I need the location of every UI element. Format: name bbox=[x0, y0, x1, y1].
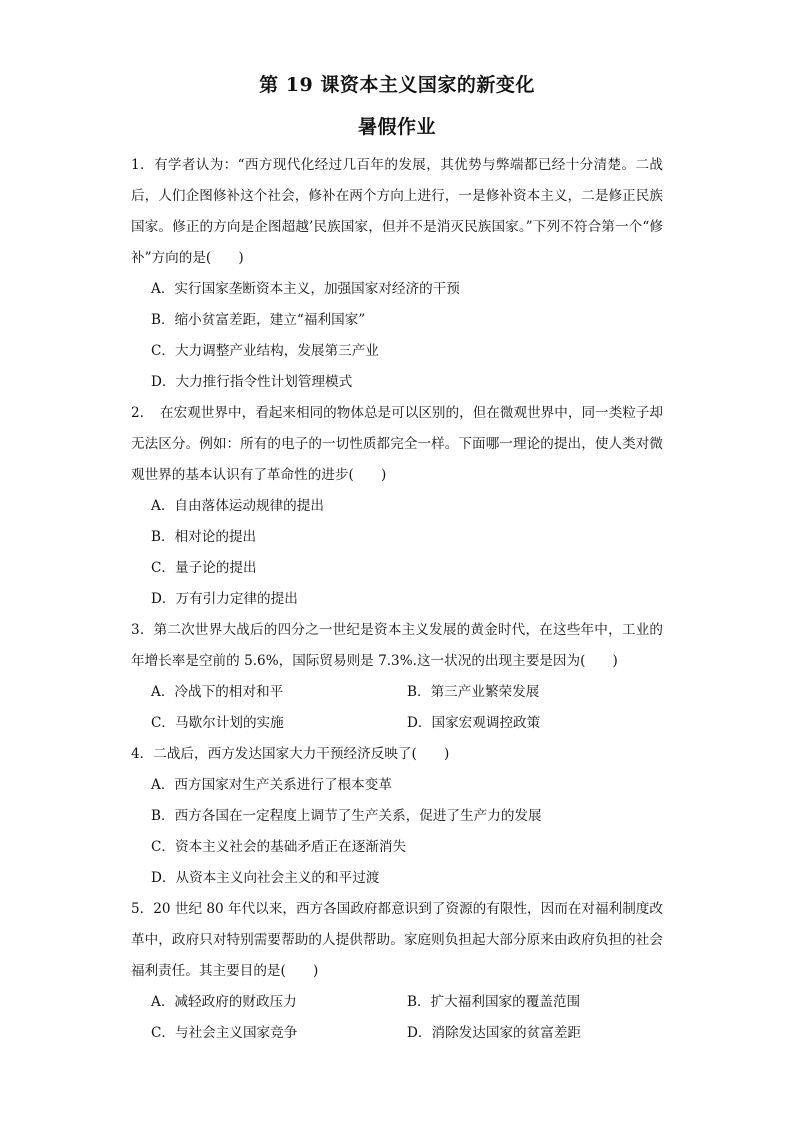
option-a: A．实行国家垄断资本主义，加强国家对经济的干预 bbox=[151, 281, 460, 297]
option-c: C．大力调整产业结构，发展第三产业 bbox=[151, 343, 379, 359]
question-stem: 2． 在宏观世界中，看起来相同的物体总是可以区别的，但在微观世界中，同一类粒子却无法区分。例如：所有的电子的一切性质都完全一样。下面哪一理论的提出，使人类对微观世界的基本认识有了革命性的进步( ) bbox=[131, 405, 664, 483]
question-1 bbox=[131, 150, 663, 398]
page-subtitle: 暑假作业 bbox=[357, 116, 436, 138]
option-row bbox=[131, 708, 663, 739]
option-b: B．相对论的提出 bbox=[151, 529, 257, 545]
option-a: A．西方国家对生产关系进行了根本变革 bbox=[151, 777, 392, 793]
option-c: C．资本主义社会的基础矛盾正在逐渐消失 bbox=[151, 839, 407, 855]
question-2 bbox=[131, 398, 663, 615]
page-title: 第 19 课资本主义国家的新变化 bbox=[259, 74, 535, 96]
option-row bbox=[131, 677, 663, 708]
option-b: B．西方各国在一定程度上调节了生产关系，促进了生产力的发展 bbox=[151, 808, 542, 824]
option-b: B．扩大福利国家的覆盖范围 bbox=[407, 994, 581, 1010]
option-c: C．马歇尔计划的实施 bbox=[151, 715, 284, 731]
question-stem: 1．有学者认为：“西方现代化经过几百年的发展，其优势与弊端都已经十分清楚。二战后，人们企图修补这个社会，修补在两个方向上进行，一是修补资本主义，二是修正民族国家。修正的方向是企图超越’民族国家，但并不是消灭民族国家。”下列不符合第一个“修补”方向的是( ) bbox=[131, 157, 663, 266]
option-b: B．缩小贫富差距，建立“福利国家” bbox=[151, 312, 366, 328]
question-stem: 5．20 世纪 80 年代以来，西方各国政府都意识到了资源的有限性，因而在对福利制度改革中，政府只对特别需要帮助的人提供帮助。家庭则负担起大部分原来由政府负担的社会福利责任。其主要目的是( ) bbox=[131, 901, 663, 979]
option-a: A．冷战下的相对和平 bbox=[151, 684, 284, 700]
option-d: D．大力推行指令性计划管理模式 bbox=[151, 374, 353, 390]
question-3 bbox=[131, 615, 663, 739]
option-d: D．万有引力定律的提出 bbox=[151, 591, 298, 607]
option-row bbox=[131, 1018, 663, 1049]
question-4 bbox=[131, 739, 663, 894]
option-d: D．国家宏观调控政策 bbox=[407, 715, 541, 731]
question-stem: 3．第二次世界大战后的四分之一世纪是资本主义发展的黄金时代，在这些年中，工业的年增长率是空前的 5.6%，国际贸易则是 7.3%.这一状况的出现主要是因为( ) bbox=[131, 622, 663, 669]
option-a: A．减轻政府的财政压力 bbox=[151, 994, 297, 1010]
option-b: B．第三产业繁荣发展 bbox=[407, 684, 540, 700]
question-stem: 4．二战后，西方发达国家大力干预经济反映了( ) bbox=[131, 746, 450, 762]
question-list bbox=[131, 150, 663, 1049]
question-5 bbox=[131, 894, 663, 1049]
option-d: D．从资本主义向社会主义的和平过渡 bbox=[151, 870, 380, 886]
option-c: C．量子论的提出 bbox=[151, 560, 257, 576]
option-a: A．自由落体运动规律的提出 bbox=[151, 498, 324, 514]
option-row bbox=[131, 987, 663, 1018]
option-c: C．与社会主义国家竞争 bbox=[151, 1025, 298, 1041]
option-d: D．消除发达国家的贫富差距 bbox=[407, 1025, 582, 1041]
